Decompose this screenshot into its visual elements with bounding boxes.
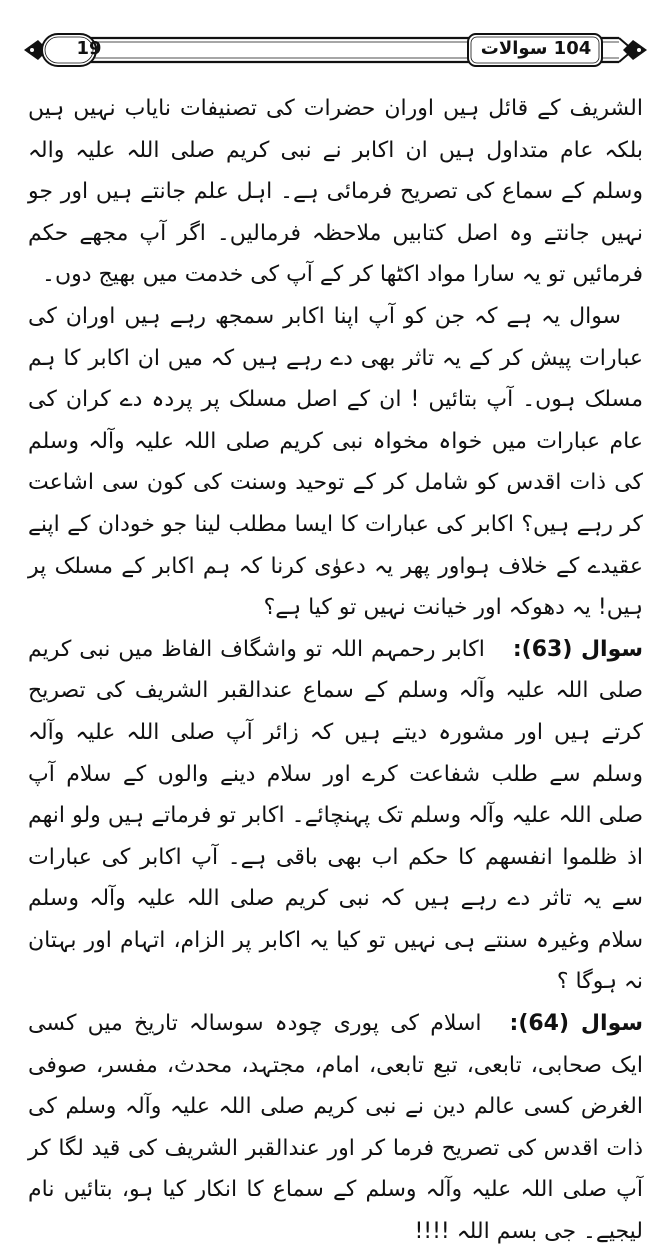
- question-63-label: سوال (63):: [512, 636, 643, 662]
- question-64-label: سوال (64):: [509, 1011, 643, 1037]
- book-title: 104 سوالات: [480, 38, 592, 59]
- page-number: 19: [76, 38, 102, 59]
- page-header: [22, 26, 649, 74]
- question-63: [28, 629, 643, 1003]
- paragraph-intro: الشریف کے قائل ہیں اوران حضرات کی تصنیفات نایاب نہیں ہیں بلکہ عام متداول ہیں ان اکابر نے نبی کریم صلی اللہ علیہ والہ وسلم کے سماع کی تصریح فرمائی ہے۔ اہل علم جانتے ہیں اور جو نہیں جانتے وہ اصل کتابیں ملاحظہ فرمالیں۔ اگر آپ مجھے حکم فرمائیں تو یہ سارا مواد اکٹھا کر کے آپ کی خدمت میں بھیج دوں۔: [28, 96, 643, 288]
- question-63-text: اکابر رحمہم اللہ تو واشگاف الفاظ میں نبی کریم صلی اللہ علیہ وآلہ وسلم کے سماع عندالقبر الشریف کی تصریح کرتے ہیں اور مشورہ دیتے ہیں کہ زائر آپ صلی اللہ علیہ وآلہ وسلم سے طلب شفاعت کرے اور سلام دینے والوں کے سلام آپ صلی اللہ علیہ وآلہ وسلم تک پہنچائے۔ اکابر تو فرماتے ہیں ولو انهم اذ ظلموا انفسهم کا حکم اب بھی باقی ہے۔ آپ اکابر کی عبارات سے یہ تاثر دے رہے ہیں کہ نبی کریم صلی اللہ علیہ وآلہ وسلم سلام وغیرہ سنتے ہی نہیں تو کیا یہ اکابر پر الزام، اتہام اور بہتان نہ ہوگا ؟: [28, 636, 643, 995]
- question-64: [28, 1003, 643, 1253]
- question-64-text: اسلام کی پوری چودہ سوسالہ تاریخ میں کسی ایک صحابی، تابعی، تبع تابعی، امام، مجتہد، محدث، مفسر، صوفی الغرض کسی عالم دین نے نبی کریم صلی اللہ علیہ وآلہ وسلم کی ذات اقدس کی تصریح فرما کر اور عندالقبر الشریف کی قید لگا کر آپ صلی اللہ علیہ وآلہ وسلم کے سماع کا انکار کیا ہو، بتائیں نام لیجیے۔ جی بسم اللہ !!!!: [28, 1011, 643, 1245]
- paragraph-question-context: سوال یہ ہے کہ جن کو آپ اپنا اکابر سمجھ رہے ہیں اوران کی عبارات پیش کر کے یہ تاثر بھی دے رہے ہیں کہ میں ان اکابر کا ہم مسلک ہوں۔ آپ بتائیں ! ان کے اصل مسلک پر پردہ دے کران کی عام عبارات میں خواہ مخواہ نبی کریم صلی اللہ علیہ وآلہ وسلم کی ذات اقدس کو شامل کر کے توحید وسنت کی کون سی اشاعت کر رہے ہیں؟ اکابر کی عبارات کا ایسا مطلب لینا جو خودان کے اپنے عقیدے کے خلاف ہواور پھر یہ دعوٰی کرنا کہ ہم اکابر کے مسلک پر ہیں! یہ دھوکہ اور خیانت نہیں تو کیا ہے؟: [28, 303, 643, 621]
- page-body: [28, 88, 643, 1253]
